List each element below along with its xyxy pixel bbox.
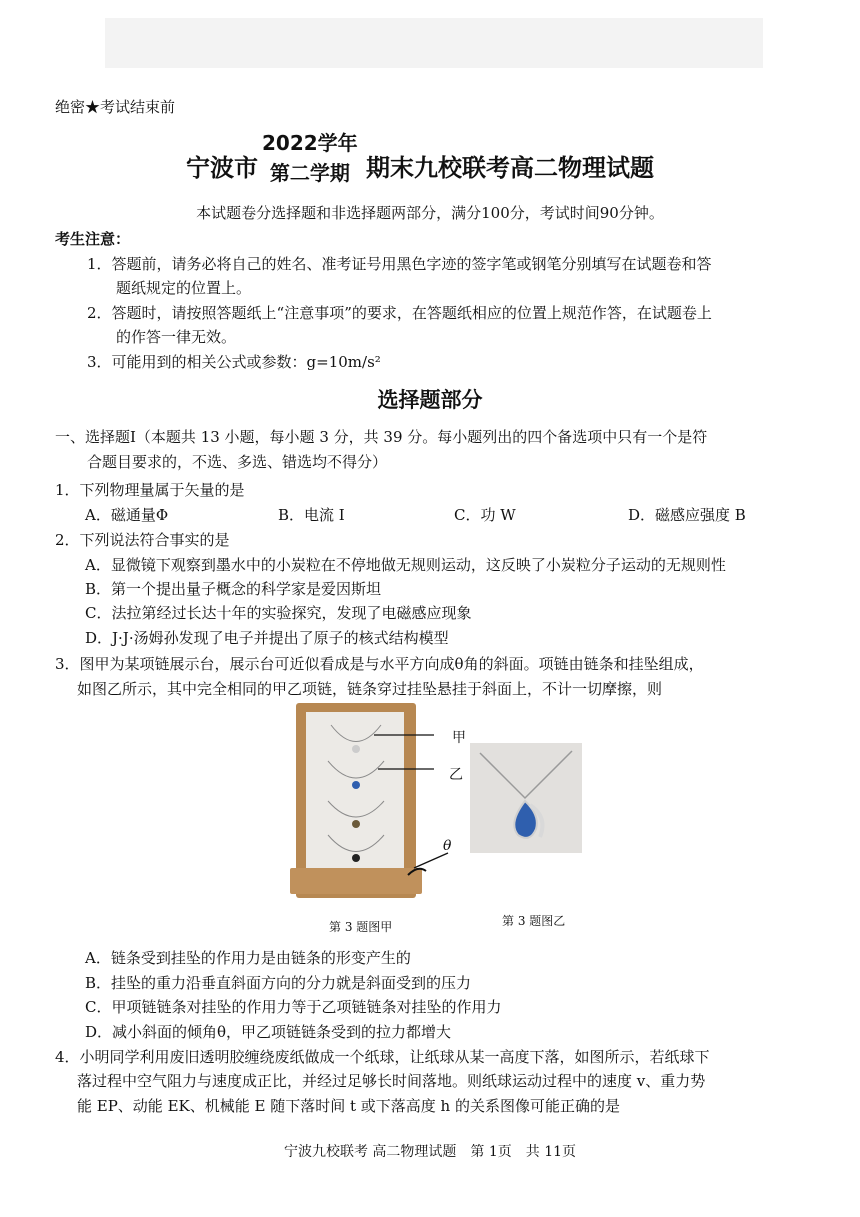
q2-option-c: C．法拉第经过长达十年的实验探究，发现了电磁感应现象 xyxy=(85,604,472,622)
notice-heading: 考生注意： xyxy=(55,230,131,248)
label-theta: θ xyxy=(443,838,452,854)
pendant-3 xyxy=(352,820,360,828)
pendant-2 xyxy=(352,781,360,789)
display-stand-figure xyxy=(296,703,476,903)
top-banner xyxy=(105,18,763,68)
notice-item-3: 3．可能用到的相关公式或参数：g=10m/s² xyxy=(87,353,381,371)
q3-option-c: C．甲项链链条对挂坠的作用力等于乙项链链条对挂坠的作用力 xyxy=(85,998,502,1016)
q1-option-a: A．磁通量Φ xyxy=(85,506,169,524)
part1-intro-cont: 合题目要求的，不选、多选、错选均不得分） xyxy=(87,453,388,471)
arrow-theta xyxy=(414,853,448,868)
q3-option-b: B．挂坠的重力沿垂直斜面方向的分力就是斜面受到的压力 xyxy=(85,974,472,992)
notice-item-1: 1．答题前，请务必将自己的姓名、准考证号用黑色字迹的签字笔或钢笔分别填写在试题卷和答 xyxy=(87,255,712,273)
q3-stem-cont: 如图乙所示，其中完全相同的甲乙项链，链条穿过挂坠悬挂于斜面上，不计一切摩擦，则 xyxy=(77,680,663,698)
confidential-mark: 绝密★考试结束前 xyxy=(55,98,176,116)
part1-intro: 一、选择题Ⅰ（本题共 13 小题，每小题 3 分，共 39 分。每小题列出的四个备选项中只有一个是符 xyxy=(55,428,708,446)
necklace-chain-4 xyxy=(328,835,384,852)
q1-stem: 1．下列物理量属于矢量的是 xyxy=(55,481,245,499)
q2-stem: 2．下列说法符合事实的是 xyxy=(55,531,230,549)
title-year: 2022学年 xyxy=(262,131,358,155)
notice-item-2: 2．答题时，请按照答题纸上“注意事项”的要求，在答题纸相应的位置上规范作答，在试题卷上 xyxy=(87,304,712,322)
q2-option-d: D．J·J·汤姆孙发现了电子并提出了原子的核式结构模型 xyxy=(85,629,449,647)
pendant-1 xyxy=(352,745,360,753)
title-term: 第二学期 xyxy=(269,161,350,185)
title-city: 宁波市 xyxy=(186,154,258,182)
q4-stem-cont-1: 落过程中空气阻力与速度成正比，并经过足够长时间落地。则纸球运动过程中的速度 v、重力势 xyxy=(77,1072,706,1090)
q4-stem-cont-2: 能 EP、动能 EK、机械能 E 随下落时间 t 或下落高度 h 的关系图像可能正确的是 xyxy=(77,1097,620,1115)
label-yi: 乙 xyxy=(449,767,463,783)
q1-option-d: D．磁感应强度 B xyxy=(628,506,746,524)
pendant-figure xyxy=(470,743,582,853)
caption-fig-b: 第 3 题图乙 xyxy=(502,914,566,928)
pendant-chain xyxy=(480,751,572,798)
q3-stem: 3．图甲为某项链展示台，展示台可近似看成是与水平方向成θ角的斜面。项链由链条和挂坠组成， xyxy=(55,655,704,673)
page-footer: 宁波九校联考 高二物理试题 第 1页 共 11页 xyxy=(283,1144,577,1160)
notice-item-2-cont: 的作答一律无效。 xyxy=(116,328,237,346)
angle-arc xyxy=(408,869,426,875)
caption-fig-a: 第 3 题图甲 xyxy=(329,920,393,934)
notice-item-1-cont: 题纸规定的位置上。 xyxy=(116,279,252,297)
necklace-chain-2 xyxy=(328,761,384,778)
section-title: 选择题部分 xyxy=(377,388,483,412)
q3-option-d: D．减小斜面的倾角θ，甲乙项链链条受到的拉力都增大 xyxy=(85,1023,452,1041)
q1-option-b: B．电流 I xyxy=(278,506,345,524)
page-title: 期末九校联考高二物理试题 xyxy=(366,154,654,182)
pendant-4 xyxy=(352,854,360,862)
title-term-stack xyxy=(262,128,358,188)
q1-option-c: C．功 W xyxy=(454,506,516,524)
exam-subtitle: 本试题卷分选择题和非选择题两部分，满分100分，考试时间90分钟。 xyxy=(196,204,664,222)
q2-option-a: A．显微镜下观察到墨水中的小炭粒在不停地做无规则运动，这反映了小炭粒分子运动的无规则性 xyxy=(85,556,726,574)
necklace-chain-1 xyxy=(331,725,381,742)
label-jia: 甲 xyxy=(452,730,466,746)
q2-option-b: B．第一个提出量子概念的科学家是爱因斯坦 xyxy=(85,580,382,598)
necklace-chain-3 xyxy=(328,801,384,817)
q3-option-a: A．链条受到挂坠的作用力是由链条的形变产生的 xyxy=(85,949,411,967)
q4-stem: 4．小明同学利用废旧透明胶缠绕废纸做成一个纸球，让纸球从某一高度下落，如图所示，若纸球下 xyxy=(55,1048,710,1066)
